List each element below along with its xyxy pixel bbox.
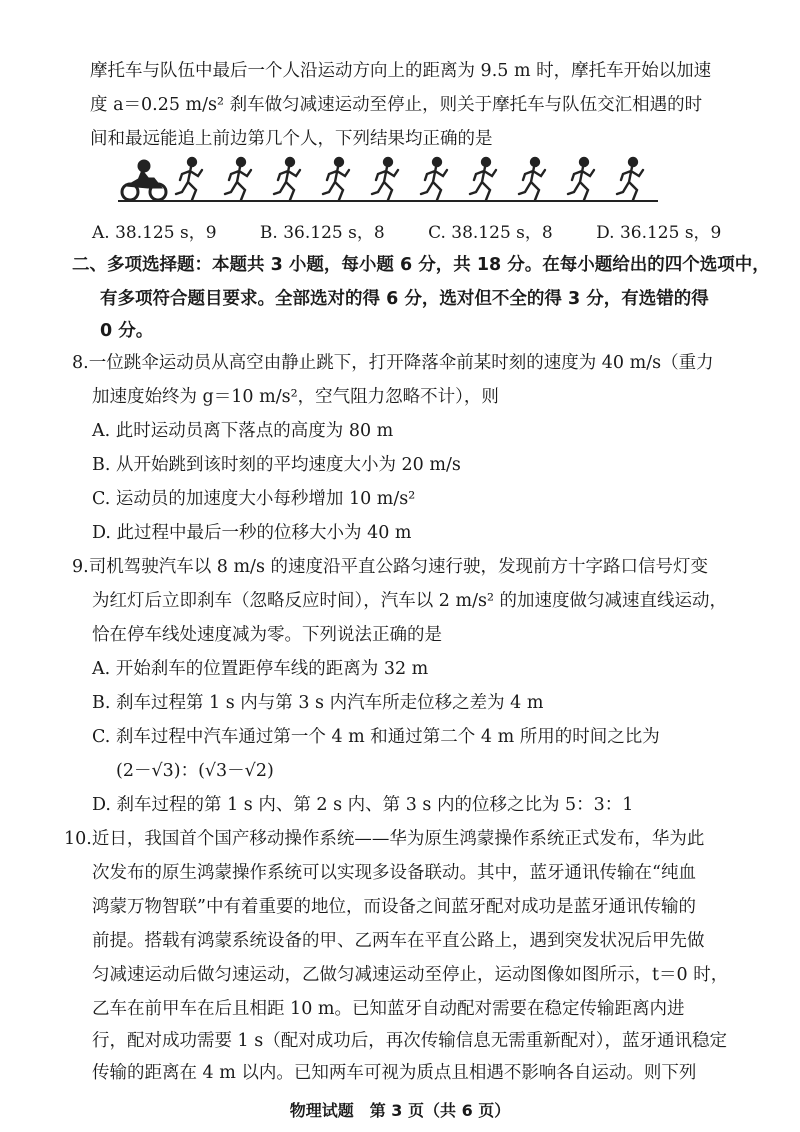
runner-icon bbox=[519, 158, 545, 200]
q9-option-b[interactable]: B. 刹车过程第 1 s 内与第 3 s 内汽车所走位移之差为 4 m bbox=[92, 693, 544, 713]
q10-stem-line-7: 行，配对成功需要 1 s（配对成功后，再次传输信息无需重新配对），蓝牙通讯稳定 bbox=[92, 1031, 727, 1051]
q8-option-a[interactable]: A. 此时运动员离下落点的高度为 80 m bbox=[92, 421, 394, 441]
q8-option-c[interactable]: C. 运动员的加速度大小每秒增加 10 m/s² bbox=[92, 489, 416, 509]
page-footer: 物理试题 第 3 页（共 6 页） bbox=[289, 1101, 511, 1120]
q10-stem-line-6: 乙车在前甲车在后且相距 10 m。已知蓝牙自动配对需要在稳定传输距离内进 bbox=[92, 999, 685, 1019]
q7-choice-c[interactable]: C. 38.125 s，8 bbox=[428, 223, 553, 243]
q9-number: 9. bbox=[72, 557, 89, 577]
q10-stem-line-8: 传输的距离在 4 m 以内。已知两车可视为质点且相遇不影响各自运动。则下列 bbox=[92, 1063, 697, 1083]
q9-stem-text-1: 司机驾驶汽车以 8 m/s 的速度沿平直公路匀速行驶，发现前方十字路口信号灯变 bbox=[88, 557, 708, 577]
q7-choice-a[interactable]: A. 38.125 s，9 bbox=[92, 223, 217, 243]
intro-line-3: 间和最远能追上前边第几个人，下列结果均正确的是 bbox=[90, 129, 493, 149]
q8-stem-line-2: 加速度始终为 g＝10 m/s²，空气阻力忽略不计），则 bbox=[92, 387, 499, 407]
q8-stem-line-1 bbox=[72, 350, 714, 376]
q7-choice-b[interactable]: B. 36.125 s，8 bbox=[259, 223, 385, 243]
runner-icon bbox=[617, 158, 643, 200]
section-2-line-3: 0 分。 bbox=[100, 321, 154, 341]
q10-stem-text-1: 近日，我国首个国产移动操作系统——华为原生鸿蒙操作系统正式发布，华为此 bbox=[91, 829, 705, 849]
q8-number: 8. bbox=[72, 353, 89, 373]
q7-choices bbox=[92, 218, 759, 243]
q9-option-c-ratio: (2－√3)：(√3－√2) bbox=[116, 761, 274, 781]
runner-icon bbox=[372, 158, 398, 200]
runner-icon bbox=[176, 158, 202, 200]
q9-stem-line-1 bbox=[72, 554, 708, 580]
ground-line bbox=[118, 200, 658, 202]
q10-stem-line-4: 前提。搭载有鸿蒙系统设备的甲、乙两车在平直公路上，遇到突发状况后甲先做 bbox=[92, 931, 705, 951]
q9-option-c[interactable]: C. 刹车过程中汽车通过第一个 4 m 和通过第二个 4 m 所用的时间之比为 bbox=[92, 727, 660, 747]
q10-stem-line-3: 鸿蒙万物智联”中有着重要的地位，而设备之间蓝牙配对成功是蓝牙通讯传输的 bbox=[92, 897, 696, 917]
q8-option-d[interactable]: D. 此过程中最后一秒的位移大小为 40 m bbox=[92, 523, 412, 543]
q10-stem-line-2: 次发布的原生鸿蒙操作系统可以实现多设备联动。其中，蓝牙通讯传输在“纯血 bbox=[92, 863, 696, 883]
q8-option-b[interactable]: B. 从开始跳到该时刻的平均速度大小为 20 m/s bbox=[92, 455, 461, 475]
section-2-line-2: 有多项符合题目要求。全部选对的得 6 分，选对但不全的得 3 分，有选错的得 bbox=[100, 289, 709, 309]
runner-icon bbox=[470, 158, 496, 200]
q9-option-a[interactable]: A. 开始刹车的位置距停车线的距离为 32 m bbox=[92, 659, 429, 679]
runner-icon bbox=[421, 158, 447, 200]
intro-line-2: 度 a＝0.25 m/s² 刹车做匀减速运动至停止，则关于摩托车与队伍交汇相遇的时 bbox=[90, 95, 703, 115]
q7-choice-d[interactable]: D. 36.125 s，9 bbox=[596, 223, 722, 243]
runner-icon bbox=[568, 158, 594, 200]
q9-option-d[interactable]: D. 刹车过程的第 1 s 内、第 2 s 内、第 3 s 内的位移之比为 5：3：1 bbox=[92, 795, 634, 815]
q10-number: 10. bbox=[64, 829, 92, 849]
q10-stem-line-1 bbox=[64, 826, 714, 852]
runner-icon bbox=[274, 158, 300, 200]
runner-icon bbox=[225, 158, 251, 200]
q8-stem-text-1: 一位跳伞运动员从高空由静止跳下，打开降落伞前某时刻的速度为 40 m/s（重力 bbox=[88, 353, 714, 373]
motorcycle-runners-illustration bbox=[118, 156, 658, 206]
section-2-heading: 二、多项选择题：本题共 3 小题，每小题 6 分，共 18 分。在每小题给出的四个选项中， bbox=[72, 255, 770, 275]
runner-icon bbox=[323, 158, 349, 200]
q9-stem-line-3: 恰在停车线处速度减为零。下列说法正确的是 bbox=[92, 625, 442, 645]
intro-line-1: 摩托车与队伍中最后一个人沿运动方向上的距离为 9.5 m 时，摩托车开始以加速 bbox=[90, 61, 712, 81]
motorcycle-icon bbox=[122, 160, 166, 200]
q9-stem-line-2: 为红灯后立即刹车（忽略反应时间），汽车以 2 m/s² 的加速度做匀减速直线运动， bbox=[92, 591, 728, 611]
q10-stem-line-5: 匀减速运动后做匀速运动，乙做匀减速运动至停止，运动图像如图所示，t＝0 时， bbox=[92, 965, 729, 985]
